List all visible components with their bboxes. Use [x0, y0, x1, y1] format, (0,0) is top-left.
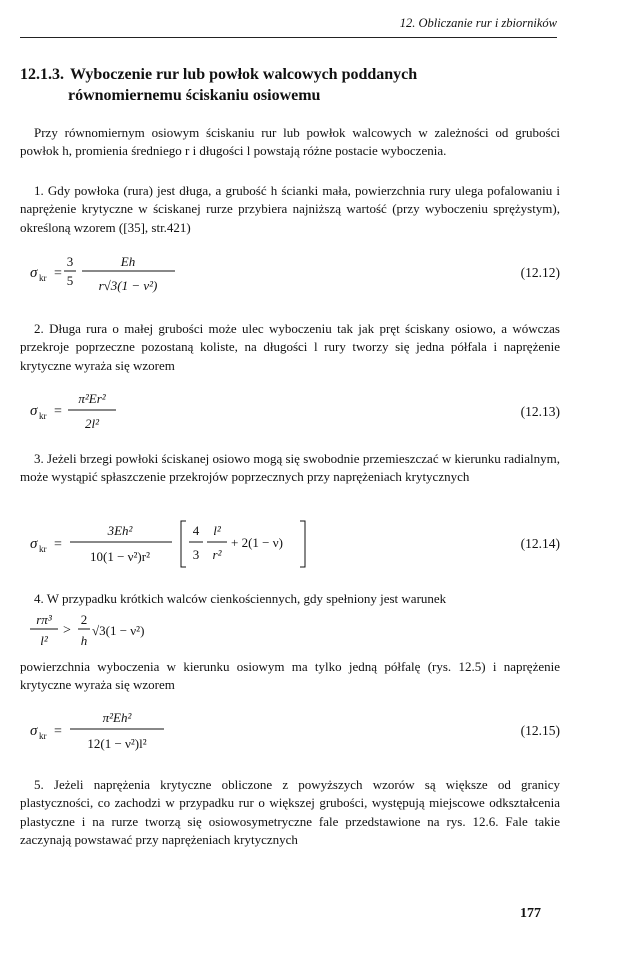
equation-12-13 — [30, 385, 560, 437]
bracket-frac-denominator: r² — [212, 547, 222, 562]
section-title-line1: Wyboczenie rur lub powłok walcowych poddanych — [70, 66, 418, 83]
header-rule — [20, 37, 557, 38]
cond-greater-than: > — [63, 623, 71, 638]
eq-lhs-sigma: σ — [30, 536, 38, 552]
eq-lhs-sigma: σ — [30, 723, 38, 739]
equation-tag-12-13: (12.13) — [520, 404, 560, 419]
item-5-paragraph: 5. Jeżeli naprężenia krytyczne obliczone z powyższych wzorów są większe od granicy plastyczności, co zachodzi w przypadku rur o większej grubości, występują miejscowe odkształcenia plastyczne i na rurze tworzą się osiowosymetryczne fale przedstawione na rys. 12.6. Fale takie zaczynają powstawać przy naprężeniach krytycznych — [20, 777, 560, 848]
equation-12-15-formula — [30, 702, 360, 762]
cond-rhs-numerator: 2 — [80, 612, 88, 627]
equation-12-14-formula — [30, 515, 450, 577]
eq-equals: = — [54, 266, 62, 281]
cond-rhs-denominator: h — [80, 633, 88, 648]
bracket-coef-denominator: 3 — [192, 547, 200, 562]
eq-numerator: 3Eh² — [107, 523, 133, 538]
running-head: 12. Obliczanie rur i zbiorników — [399, 16, 557, 30]
item-1-paragraph: 1. Gdy powłoka (rura) jest długa, a grubość h ścianki mała, powierzchnia rury ulega pofalowaniu i naprężenie krytyczne w ściskanej rurze przybiera najniższą wartość (przy wyboczeniu sprężystym), określoną wzorem ([35], str.421) — [20, 183, 560, 235]
eq-denominator: 10(1 − ν²)r² — [90, 549, 150, 564]
equation-tag-12-14: (12.14) — [520, 536, 560, 551]
eq-denominator: r√3(1 − ν²) — [98, 278, 158, 293]
equation-12-14 — [30, 515, 560, 577]
cond-rhs-root: √3(1 − ν²) — [92, 623, 145, 638]
eq-equals: = — [54, 537, 62, 552]
page-number: 177 — [520, 906, 541, 921]
eq-lhs-subscript: kr — [39, 731, 47, 741]
eq-lhs-sigma: σ — [30, 403, 38, 419]
section-title-line2: równomiernemu ściskaniu osiowemu — [68, 87, 321, 104]
item-3-paragraph: 3. Jeżeli brzegi powłoki ściskanej osiowo mogą się swobodnie przemieszczać w kierunku radialnym, może wystąpić spłaszczenie przekrojów poprzecznych przy naprężeniach krytycznych — [20, 451, 560, 485]
eq-numerator: Eh — [120, 254, 136, 269]
eq-lhs-subscript: kr — [39, 273, 47, 283]
bracket-remainder: + 2(1 − ν) — [231, 535, 283, 550]
eq-numerator: π²Er² — [78, 391, 106, 406]
item-4-continuation: powierzchnia wyboczenia w kierunku osiowym ma tylko jedną półfalę (rys. 12.5) i naprężenie krytyczne wyraża się wzorem — [20, 659, 560, 693]
item-4-paragraph: 4. W przypadku krótkich walców cienkościennych, gdy spełniony jest warunek — [34, 591, 447, 606]
left-bracket — [181, 521, 186, 567]
eq-denominator: 12(1 − ν²)l² — [87, 736, 147, 751]
equation-12-15 — [30, 702, 560, 762]
section-number: 12.1.3. — [20, 66, 64, 83]
condition-formula — [30, 607, 560, 655]
right-bracket — [300, 521, 305, 567]
equation-12-13-formula — [30, 385, 360, 437]
eq-denominator: 2l² — [84, 416, 100, 431]
equation-tag-12-15: (12.15) — [520, 723, 560, 738]
eq-coef-numerator: 3 — [66, 254, 74, 269]
equation-tag-12-12: (12.12) — [520, 265, 560, 280]
section-heading — [20, 64, 580, 106]
eq-lhs-subscript: kr — [39, 411, 47, 421]
eq-equals: = — [54, 404, 62, 419]
intro-paragraph: Przy równomiernym osiowym ściskaniu rur lub powłok walcowych w zależności od grubości powłok h, promienia średniego r i długości l powstają różne postacie wyboczenia. — [20, 125, 560, 159]
item-2-paragraph: 2. Długa rura o małej grubości może ulec wyboczeniu tak jak pręt ściskany osiowo, a wówczas przekroje poprzeczne pozostaną koliste, na długości l rury tworzy się jedna półfala i naprężenie krytyczne wyraża się wzorem — [20, 321, 560, 373]
eq-numerator: π²Eh² — [102, 710, 132, 725]
cond-lhs-numerator: rπ³ — [36, 612, 52, 627]
cond-lhs-denominator: l² — [40, 633, 48, 648]
equation-12-12 — [30, 244, 560, 304]
eq-lhs-sigma: σ — [30, 265, 38, 281]
bracket-frac-numerator: l² — [213, 523, 221, 538]
eq-lhs-subscript: kr — [39, 544, 47, 554]
eq-equals: = — [54, 724, 62, 739]
bracket-coef-numerator: 4 — [192, 523, 200, 538]
equation-12-12-formula — [30, 244, 360, 304]
condition-formula-svg — [30, 607, 270, 655]
eq-coef-denominator: 5 — [66, 273, 74, 288]
